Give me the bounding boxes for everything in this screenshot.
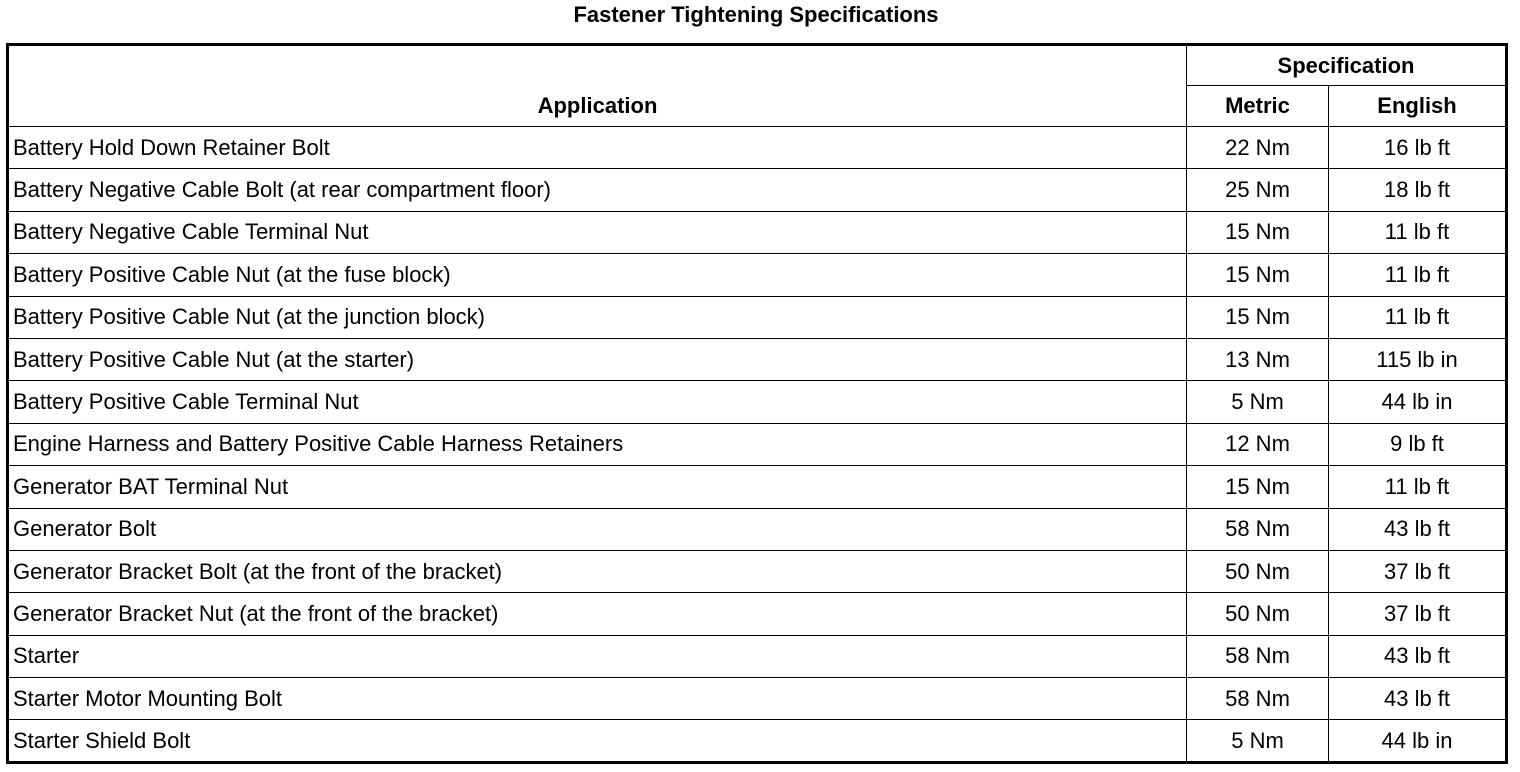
column-header-metric: Metric <box>1187 86 1329 127</box>
cell-application: Generator BAT Terminal Nut <box>8 466 1187 508</box>
cell-metric: 13 Nm <box>1187 338 1329 380</box>
table-row <box>8 593 1507 635</box>
cell-english: 18 lb ft <box>1329 169 1507 211</box>
cell-application: Battery Positive Cable Nut (at the junction block) <box>8 296 1187 338</box>
cell-application: Starter Shield Bolt <box>8 720 1187 762</box>
cell-english: 37 lb ft <box>1329 550 1507 592</box>
cell-metric: 58 Nm <box>1187 678 1329 720</box>
cell-application: Engine Harness and Battery Positive Cable Harness Retainers <box>8 423 1187 465</box>
table-row <box>8 381 1507 423</box>
table-row <box>8 635 1507 677</box>
cell-english: 44 lb in <box>1329 720 1507 762</box>
cell-english: 43 lb ft <box>1329 678 1507 720</box>
cell-application: Battery Positive Cable Terminal Nut <box>8 381 1187 423</box>
table-row <box>8 169 1507 211</box>
cell-metric: 15 Nm <box>1187 296 1329 338</box>
cell-metric: 5 Nm <box>1187 720 1329 762</box>
cell-application: Starter <box>8 635 1187 677</box>
cell-application: Battery Hold Down Retainer Bolt <box>8 127 1187 169</box>
table-row <box>8 127 1507 169</box>
column-header-english: English <box>1329 86 1507 127</box>
cell-application: Battery Negative Cable Terminal Nut <box>8 211 1187 253</box>
table-row <box>8 508 1507 550</box>
cell-metric: 15 Nm <box>1187 254 1329 296</box>
cell-application: Starter Motor Mounting Bolt <box>8 678 1187 720</box>
page-title: Fastener Tightening Specifications <box>573 2 939 27</box>
cell-application: Battery Negative Cable Bolt (at rear compartment floor) <box>8 169 1187 211</box>
cell-english: 11 lb ft <box>1329 466 1507 508</box>
cell-metric: 58 Nm <box>1187 635 1329 677</box>
table-row <box>8 550 1507 592</box>
cell-english: 11 lb ft <box>1329 296 1507 338</box>
cell-metric: 50 Nm <box>1187 593 1329 635</box>
table-row <box>8 254 1507 296</box>
cell-english: 43 lb ft <box>1329 508 1507 550</box>
cell-metric: 15 Nm <box>1187 466 1329 508</box>
column-header-application: Application <box>8 45 1187 127</box>
cell-metric: 25 Nm <box>1187 169 1329 211</box>
cell-english: 9 lb ft <box>1329 423 1507 465</box>
cell-metric: 12 Nm <box>1187 423 1329 465</box>
table-row <box>8 296 1507 338</box>
cell-metric: 15 Nm <box>1187 211 1329 253</box>
cell-english: 115 lb in <box>1329 338 1507 380</box>
table-body <box>8 127 1507 763</box>
cell-application: Generator Bracket Nut (at the front of the bracket) <box>8 593 1187 635</box>
cell-metric: 50 Nm <box>1187 550 1329 592</box>
cell-application: Generator Bolt <box>8 508 1187 550</box>
table-row <box>8 678 1507 720</box>
table-row <box>8 466 1507 508</box>
cell-metric: 5 Nm <box>1187 381 1329 423</box>
cell-english: 11 lb ft <box>1329 211 1507 253</box>
table-row <box>8 423 1507 465</box>
cell-english: 37 lb ft <box>1329 593 1507 635</box>
cell-metric: 22 Nm <box>1187 127 1329 169</box>
cell-application: Battery Positive Cable Nut (at the fuse block) <box>8 254 1187 296</box>
cell-english: 16 lb ft <box>1329 127 1507 169</box>
column-header-specification: Specification <box>1187 45 1507 86</box>
fastener-spec-table <box>6 43 1508 764</box>
cell-application: Battery Positive Cable Nut (at the starter) <box>8 338 1187 380</box>
cell-english: 44 lb in <box>1329 381 1507 423</box>
table-row <box>8 338 1507 380</box>
table-row <box>8 211 1507 253</box>
cell-english: 11 lb ft <box>1329 254 1507 296</box>
cell-application: Generator Bracket Bolt (at the front of the bracket) <box>8 550 1187 592</box>
cell-english: 43 lb ft <box>1329 635 1507 677</box>
cell-metric: 58 Nm <box>1187 508 1329 550</box>
table-row <box>8 720 1507 762</box>
